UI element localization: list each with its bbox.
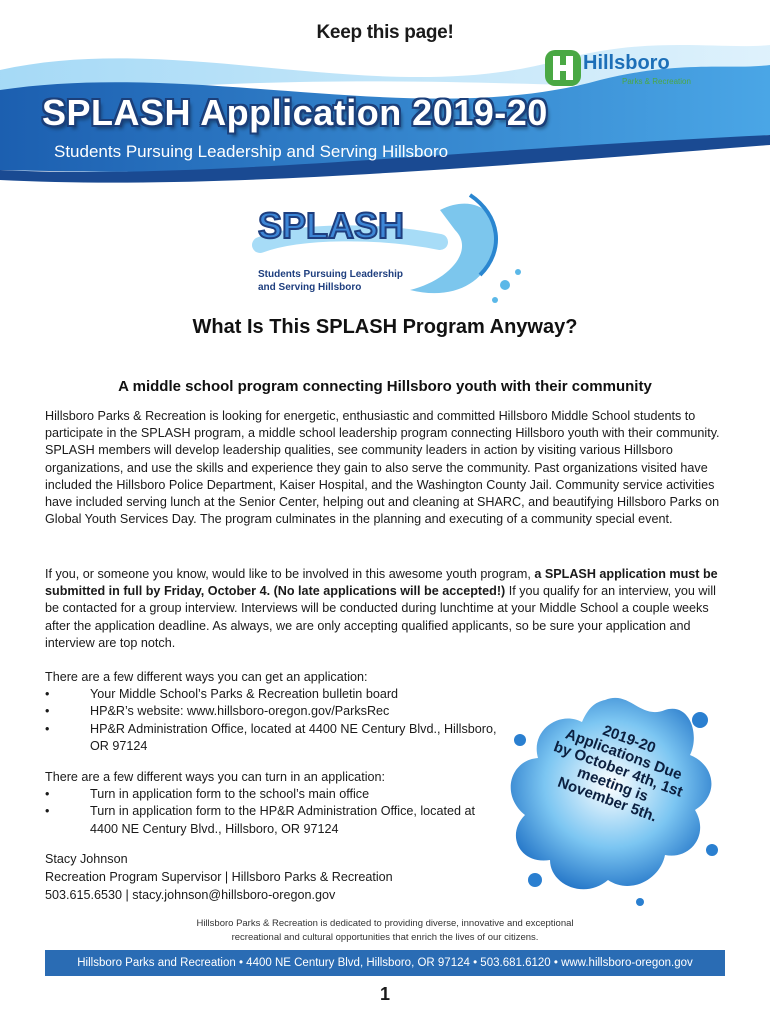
list-item: • Your Middle School’s Parks & Recreation bulletin board — [45, 686, 505, 703]
splash-logo — [240, 190, 530, 315]
keep-page-note: Keep this page! — [316, 22, 454, 43]
main-heading: What Is This SPLASH Program Anyway? — [192, 316, 578, 338]
splash-logo-word: SPLASH — [258, 205, 405, 246]
deadline-callout: 2019-20 Applications Due by October 4th, 1st meeting is November 5th. — [551, 722, 685, 826]
list-item: • Turn in application form to the school’s main office — [45, 786, 505, 803]
intro-paragraph: Hillsboro Parks & Recreation is looking for energetic, enthusiastic and committed Hillsboro Middle School students to participate in the SPLASH program, a middle school leadership program connecting Hillsboro youth with their community. SPLASH members will develop leadership qualities, see community leaders in action by visiting various Hillsboro organizations, and use the skills and experience they gain to also serve the community. Past organizations visited have included the Hillsboro Police Department, Kaiser Hospital, and the Washington County Jail. Community service activities have included serving lunch at the Senior Center, helping out and cleaning at SHARC, and beautifying Hillsboro Parks on Global Youth Services Day. The program culminates in the planning and executing of a community special event. — [45, 409, 720, 527]
deadline-text-bold: a SPLASH application must be submitted in full by Friday, October 4. (No late applications will be accepted!) — [45, 567, 718, 599]
page-number: 1 — [379, 984, 390, 1004]
turn-in-list — [45, 786, 505, 838]
contact-phone-email: 503.615.6530 | stacy.johnson@hillsboro-oregon.gov — [45, 888, 336, 902]
footer-bar: Hillsboro Parks and Recreation • 4400 NE Century Blvd, Hillsboro, OR 97124 • 503.681.6120 • www.hillsboro-oregon.gov — [45, 950, 725, 976]
contact-role: Recreation Program Supervisor | Hillsboro Parks & Recreation — [45, 870, 393, 884]
application-lists — [45, 669, 505, 838]
logo-name: Hillsboro — [583, 52, 670, 74]
logo-sub: Parks & Recreation — [622, 77, 691, 86]
list-item: • HP&R Administration Office, located at 4400 NE Century Blvd., Hillsboro, OR 97124 — [45, 721, 505, 755]
contact-name: Stacy Johnson — [45, 852, 128, 866]
deadline-text-start: If you, or someone you know, would like to be involved in this awesome youth program, — [45, 567, 535, 581]
page-title: SPLASH Application 2019-20 — [42, 92, 548, 133]
get-application-list — [45, 686, 505, 755]
sub-heading: A middle school program connecting Hillsboro youth with their community — [118, 378, 652, 395]
page-subtitle: Students Pursuing Leadership and Serving Hillsboro — [54, 142, 449, 161]
list-item: • Turn in application form to the HP&R Administration Office, located at 4400 NE Century Blvd., Hillsboro, OR 97124 — [45, 803, 505, 837]
mission-line-1: Hillsboro Parks & Recreation is dedicated to providing diverse, innovative and exceptional — [196, 918, 574, 929]
splash-tagline: Students Pursuing Leadership and Serving Hillsboro — [258, 269, 404, 293]
turn-in-intro: There are a few different ways you can turn in an application: — [45, 770, 385, 785]
mission-line-2: recreational and cultural opportunities that enrich the lives of our citizens. — [231, 932, 539, 943]
mission-statement — [0, 917, 770, 945]
deadline-text-end: If you qualify for an interview, you will be contacted for a group interview. Interviews will be conducted during lunchtime at your Middle School a couple weeks after the application deadline. As always, we are only accepting qualified applicants, so be sure your application and interview are top notch. — [45, 584, 716, 650]
list-item: • HP&R’s website: www.hillsboro-oregon.gov/ParksRec — [45, 703, 505, 720]
get-application-intro: There are a few different ways you can get an application: — [45, 670, 368, 684]
contact-block — [45, 850, 393, 904]
deadline-paragraph — [45, 566, 725, 652]
